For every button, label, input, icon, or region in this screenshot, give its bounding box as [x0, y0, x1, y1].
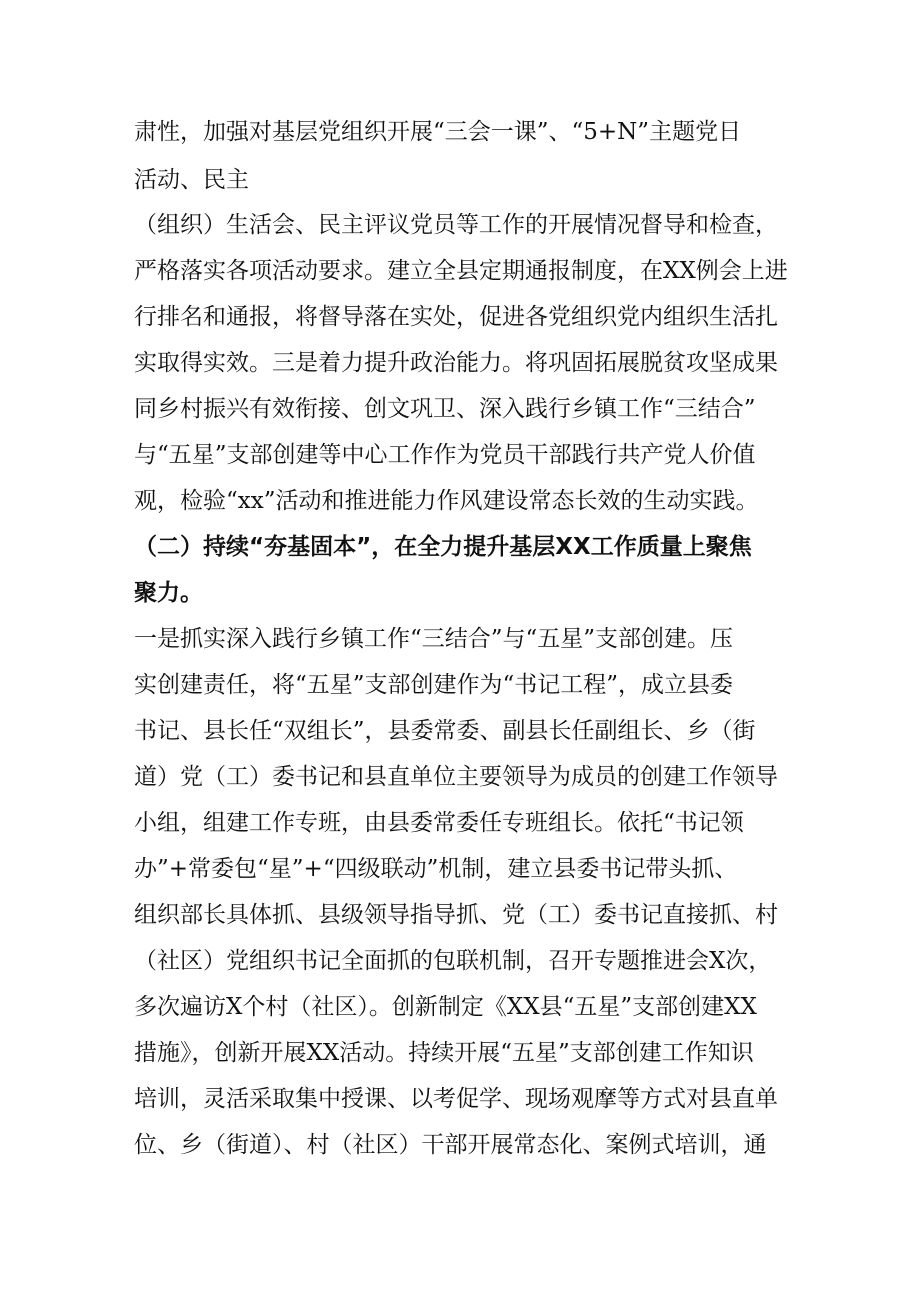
- section-heading: （二）持续“夯基固本”，在全力提升基层XX工作质量上聚焦: [134, 534, 752, 560]
- text-line: （组织）生活会、民主评议党员等工作的开展情况督导和检查，: [134, 212, 778, 238]
- text-line: 实创建责任，将“五星”支部创建作为“书记工程”，成立县委: [134, 672, 734, 698]
- text-line: 同乡村振兴有效衔接、创文巩卫、深入践行乡镇工作“三结合”: [134, 396, 756, 422]
- text-line: 多次遍访X个村（社区）。创新制定《XX县“五星”支部创建XX: [134, 994, 757, 1020]
- text-line: 组织部长具体抓、县级领导指导抓、党（工）委书记直接抓、村: [134, 902, 778, 928]
- text-line: 措施》，创新开展XX活动。持续开展“五星”支部创建工作知识: [134, 1040, 754, 1066]
- text-line: 小组，组建工作专班，由县委常委任专班组长。依托“书记领: [134, 810, 744, 836]
- text-line: 肃性，加强对基层党组织开展“三会一课”、“5+N”主题党日: [134, 119, 742, 145]
- text-line: （社区）党组织书记全面抓的包联机制，召开专题推进会X次，: [134, 948, 772, 974]
- section-heading: 聚力。: [134, 580, 203, 606]
- text-line: 办”+常委包“星”+“四级联动”机制，建立县委书记带头抓、: [134, 856, 738, 882]
- text-line: 培训，灵活采取集中授课、以考促学、现场观摩等方式对县直单: [134, 1086, 778, 1112]
- text-line: 位、乡（街道）、村（社区）干部开展常态化、案例式培训，通: [134, 1132, 767, 1158]
- text-line: 与“五星”支部创建等中心工作作为党员干部践行共产党人价值: [134, 442, 756, 468]
- text-line: 行排名和通报，将督导落在实处，促进各党组织党内组织生活扎: [134, 304, 778, 330]
- text-line: 实取得实效。三是着力提升政治能力。将巩固拓展脱贫攻坚成果: [134, 350, 778, 376]
- text-line: 观，检验“xx”活动和推进能力作风建设常态长效的生动实践。: [134, 488, 759, 514]
- text-line: 一是抓实深入践行乡镇工作“三结合”与“五星”支部创建。压: [134, 626, 734, 652]
- text-line: 活动、民主: [134, 167, 249, 193]
- text-line: 书记、县长任“双组长”，县委常委、副县长任副组长、乡（街: [134, 718, 756, 744]
- text-line: 严格落实各项活动要求。建立全县定期通报制度，在XX例会上进: [134, 258, 788, 284]
- text-line: 道）党（工）委书记和县直单位主要领导为成员的创建工作领导: [134, 764, 778, 790]
